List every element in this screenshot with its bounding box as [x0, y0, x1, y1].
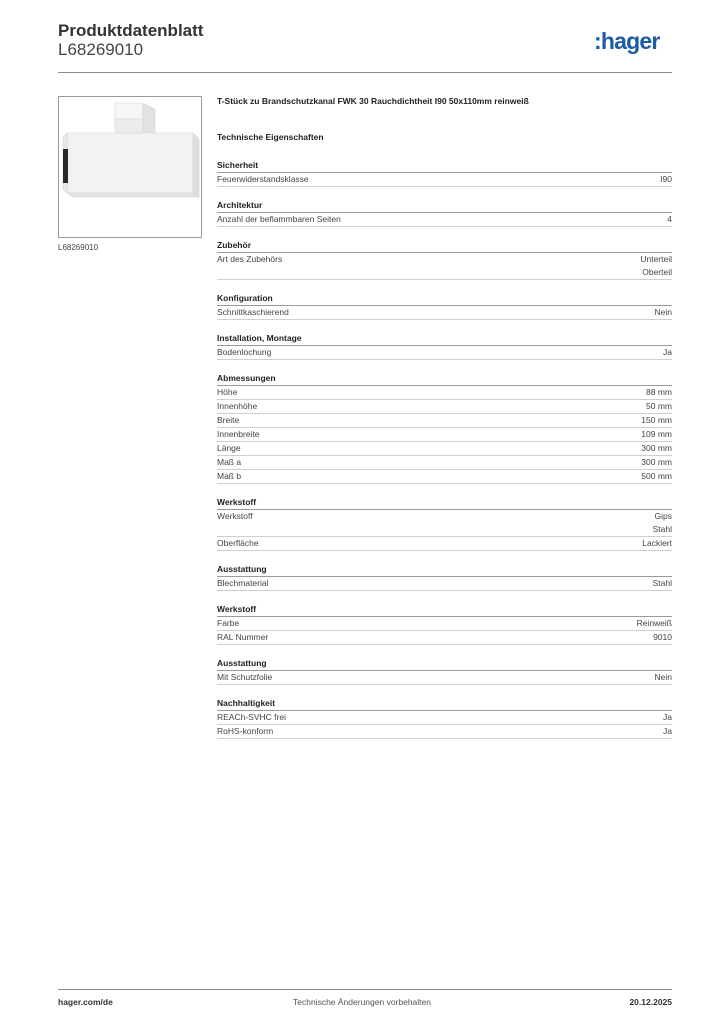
group-title: Sicherheit [217, 159, 672, 173]
property-value [653, 631, 672, 644]
svg-text::hager: :hager [594, 28, 660, 54]
group-title: Konfiguration [217, 292, 672, 306]
property-group [217, 603, 672, 645]
property-label: Feuerwiderstandsklasse [217, 174, 309, 184]
group-title: Zubehör [217, 239, 672, 253]
property-value-line: Nein [654, 307, 672, 317]
property-row [217, 537, 672, 551]
property-value-line: 109 mm [641, 429, 672, 439]
property-label: Innenbreite [217, 429, 260, 439]
property-row [217, 442, 672, 456]
property-value-line: 9010 [653, 632, 672, 642]
property-value [653, 510, 672, 536]
property-value-line: Lackiert [642, 538, 672, 548]
property-value-line: 300 mm [641, 457, 672, 467]
property-group [217, 239, 672, 280]
group-title: Installation, Montage [217, 332, 672, 346]
group-title: Architektur [217, 199, 672, 213]
property-row [217, 213, 672, 227]
property-row [217, 414, 672, 428]
property-value [641, 442, 672, 455]
property-value [655, 306, 672, 319]
property-row [217, 617, 672, 631]
property-value-line: Ja [663, 712, 672, 722]
header-divider [58, 72, 672, 73]
property-label: Bodenlochung [217, 347, 272, 357]
property-value-line: 500 mm [641, 471, 672, 481]
group-title: Ausstattung [217, 563, 672, 577]
property-value [642, 537, 672, 550]
property-value [663, 711, 672, 724]
product-code: L68269010 [58, 40, 144, 59]
property-label: Höhe [217, 387, 238, 397]
property-value-line: Stahl [652, 524, 672, 534]
property-label: Farbe [217, 618, 240, 628]
property-label: Oberfläche [217, 538, 259, 548]
property-label: Art des Zubehörs [217, 254, 283, 264]
group-title: Ausstattung [217, 657, 672, 671]
property-value-line: Ja [663, 726, 672, 736]
property-label: Innenhöhe [217, 401, 258, 411]
property-value-line: Unterteil [640, 254, 672, 264]
property-group [217, 332, 672, 360]
property-value-line: 300 mm [641, 443, 672, 453]
hager-logo [594, 27, 674, 57]
group-title: Werkstoff [217, 496, 672, 510]
property-label: Mit Schutzfolie [217, 672, 273, 682]
property-value [660, 173, 672, 186]
property-value-line: 150 mm [641, 415, 672, 425]
property-label: Breite [217, 415, 240, 425]
property-group [217, 159, 672, 187]
property-group [217, 496, 672, 551]
specification-content [217, 96, 672, 751]
property-group [217, 292, 672, 320]
property-group [217, 697, 672, 739]
property-value [655, 671, 672, 684]
property-row [217, 173, 672, 187]
property-row [217, 306, 672, 320]
property-value [663, 725, 672, 738]
property-value-line: Oberteil [642, 267, 672, 277]
property-row [217, 428, 672, 442]
group-title: Abmessungen [217, 372, 672, 386]
section-heading: Technische Eigenschaften [217, 132, 324, 142]
property-value [641, 456, 672, 469]
footer-date: 20.12.2025 [629, 997, 672, 1007]
property-row [217, 631, 672, 645]
property-label: Maß b [217, 471, 242, 481]
property-value [663, 346, 672, 359]
property-label: REACh-SVHC frei [217, 712, 286, 722]
property-label: Blechmaterial [217, 578, 269, 588]
footer-notice: Technische Änderungen vorbehalten [293, 997, 431, 1007]
property-value-line: Gips [654, 511, 672, 521]
property-row [217, 253, 672, 280]
property-value-line: Stahl [652, 578, 672, 588]
property-value-line: 4 [667, 214, 672, 224]
product-title: T-Stück zu Brandschutzkanal FWK 30 Rauchdichtheit I90 50x110mm reinweiß [217, 96, 529, 106]
property-group [217, 563, 672, 591]
property-label: RAL Nummer [217, 632, 269, 642]
property-value [667, 213, 672, 226]
document-title: Produktdatenblatt [58, 21, 204, 40]
property-value-line: I90 [660, 174, 672, 184]
property-value [637, 617, 672, 630]
property-value [640, 253, 672, 279]
property-row [217, 346, 672, 360]
property-value [641, 428, 672, 441]
group-title: Werkstoff [217, 603, 672, 617]
property-value-line: Reinweiß [636, 618, 672, 628]
footer-website: hager.com/de [58, 997, 113, 1007]
group-title: Nachhaltigkeit [217, 697, 672, 711]
property-row [217, 386, 672, 400]
property-row [217, 711, 672, 725]
property-row [217, 510, 672, 537]
property-label: Schnittkaschierend [217, 307, 289, 317]
property-label: Anzahl der beflammbaren Seiten [217, 214, 341, 224]
property-value-line: Nein [654, 672, 672, 682]
property-row [217, 577, 672, 591]
property-group [217, 199, 672, 227]
product-image [58, 96, 202, 238]
footer-divider [58, 989, 672, 990]
property-value [646, 400, 672, 413]
property-group [217, 657, 672, 685]
property-label: RoHS-konform [217, 726, 274, 736]
property-value [641, 414, 672, 427]
property-label: Maß a [217, 457, 242, 467]
property-label: Länge [217, 443, 241, 453]
property-row [217, 456, 672, 470]
property-row [217, 400, 672, 414]
property-value-line: 50 mm [646, 401, 672, 411]
property-groups [217, 159, 672, 739]
property-row [217, 725, 672, 739]
property-row [217, 671, 672, 685]
t-piece-illustration [59, 97, 201, 237]
property-value-line: Ja [663, 347, 672, 357]
property-value [653, 577, 672, 590]
property-group [217, 372, 672, 484]
property-label: Werkstoff [217, 511, 253, 521]
property-value [641, 470, 672, 483]
property-value [646, 386, 672, 399]
image-caption: L68269010 [58, 243, 99, 252]
property-value-line: 88 mm [646, 387, 672, 397]
property-row [217, 470, 672, 484]
